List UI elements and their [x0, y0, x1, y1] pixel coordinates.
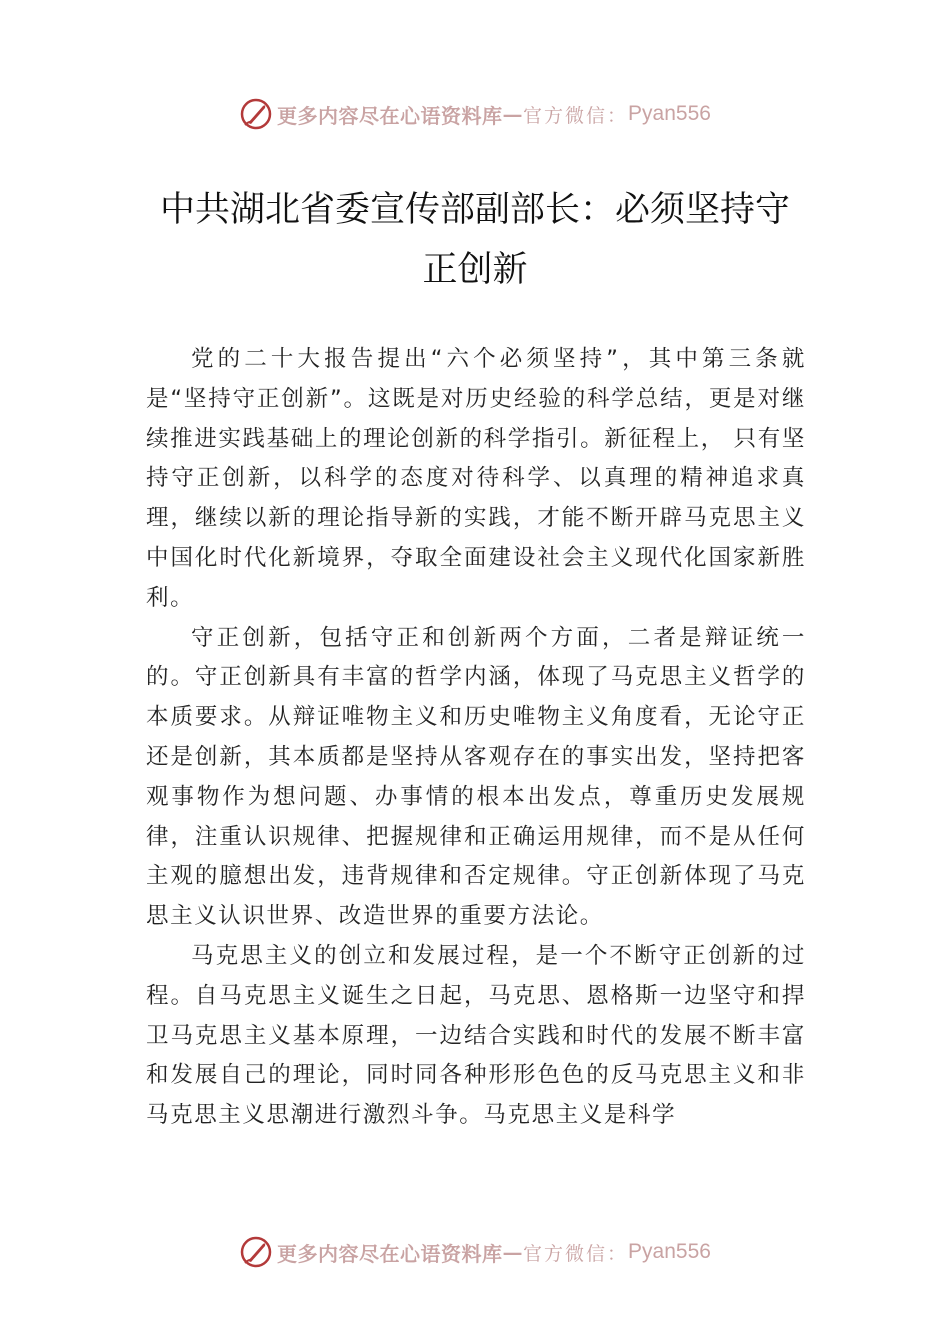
document-title [140, 180, 810, 300]
footer-banner [0, 1232, 950, 1272]
title-line-2: 正创新 [422, 250, 528, 290]
header-wechat-label: 官方微信： [523, 104, 629, 127]
quill-logo-icon [239, 1235, 273, 1269]
document-body [146, 340, 806, 1136]
header-promo-text: 更多内容尽在心语资料库 [277, 103, 503, 128]
header-dash: — [502, 102, 524, 126]
header-wechat-id: Pyan556 [628, 102, 711, 125]
footer-wechat-id: Pyan556 [628, 1240, 711, 1263]
footer-dash: — [502, 1240, 524, 1264]
paragraph-2: 守正创新，包括守正和创新两个方面，二者是辩证统一的。守正创新具有丰富的哲学内涵，体现了马克思主义哲学的本质要求。从辩证唯物主义和历史唯物主义角度看，无论守正还是创新，其本质都是坚持从客观存在的事实出发，坚持把客观事物作为想问题、办事情的根本出发点，尊重历史发展规律，注重认识规律、把握规律和正确运用规律，而不是从任何主观的臆想出发，违背规律和否定规律。守正创新体现了马克思主义认识世界、改造世界的重要方法论。 [146, 624, 806, 930]
title-line-1: 中共湖北省委宣传部副部长：必须坚持守 [159, 190, 790, 230]
footer-promo-text: 更多内容尽在心语资料库 [277, 1241, 503, 1266]
header-banner [0, 94, 950, 134]
paragraph-3: 马克思主义的创立和发展过程，是一个不断守正创新的过程。自马克思主义诞生之日起，马克思、恩格斯一边坚守和捍卫马克思主义基本原理，一边结合实践和时代的发展不断丰富和发展自己的理论，同时同各种形形色色的反马克思主义和非马克思主义思潮进行激烈斗争。马克思主义是科学 [146, 942, 806, 1129]
quill-logo-icon [239, 97, 273, 131]
footer-wechat-label: 官方微信： [523, 1242, 629, 1265]
paragraph-1: 党的二十大报告提出“六个必须坚持”，其中第三条就是“坚持守正创新”。这既是对历史经验的科学总结，更是对继续推进实践基础上的理论创新的科学指引。新征程上， 只有坚持守正创新，以科学的态度对待科学、以真理的精神追求真理，继续以新的理论指导新的实践，才能不断开辟马克思主义中国化时代化新境界，夺取全面建设社会主义现代化国家新胜利。 [146, 346, 806, 611]
